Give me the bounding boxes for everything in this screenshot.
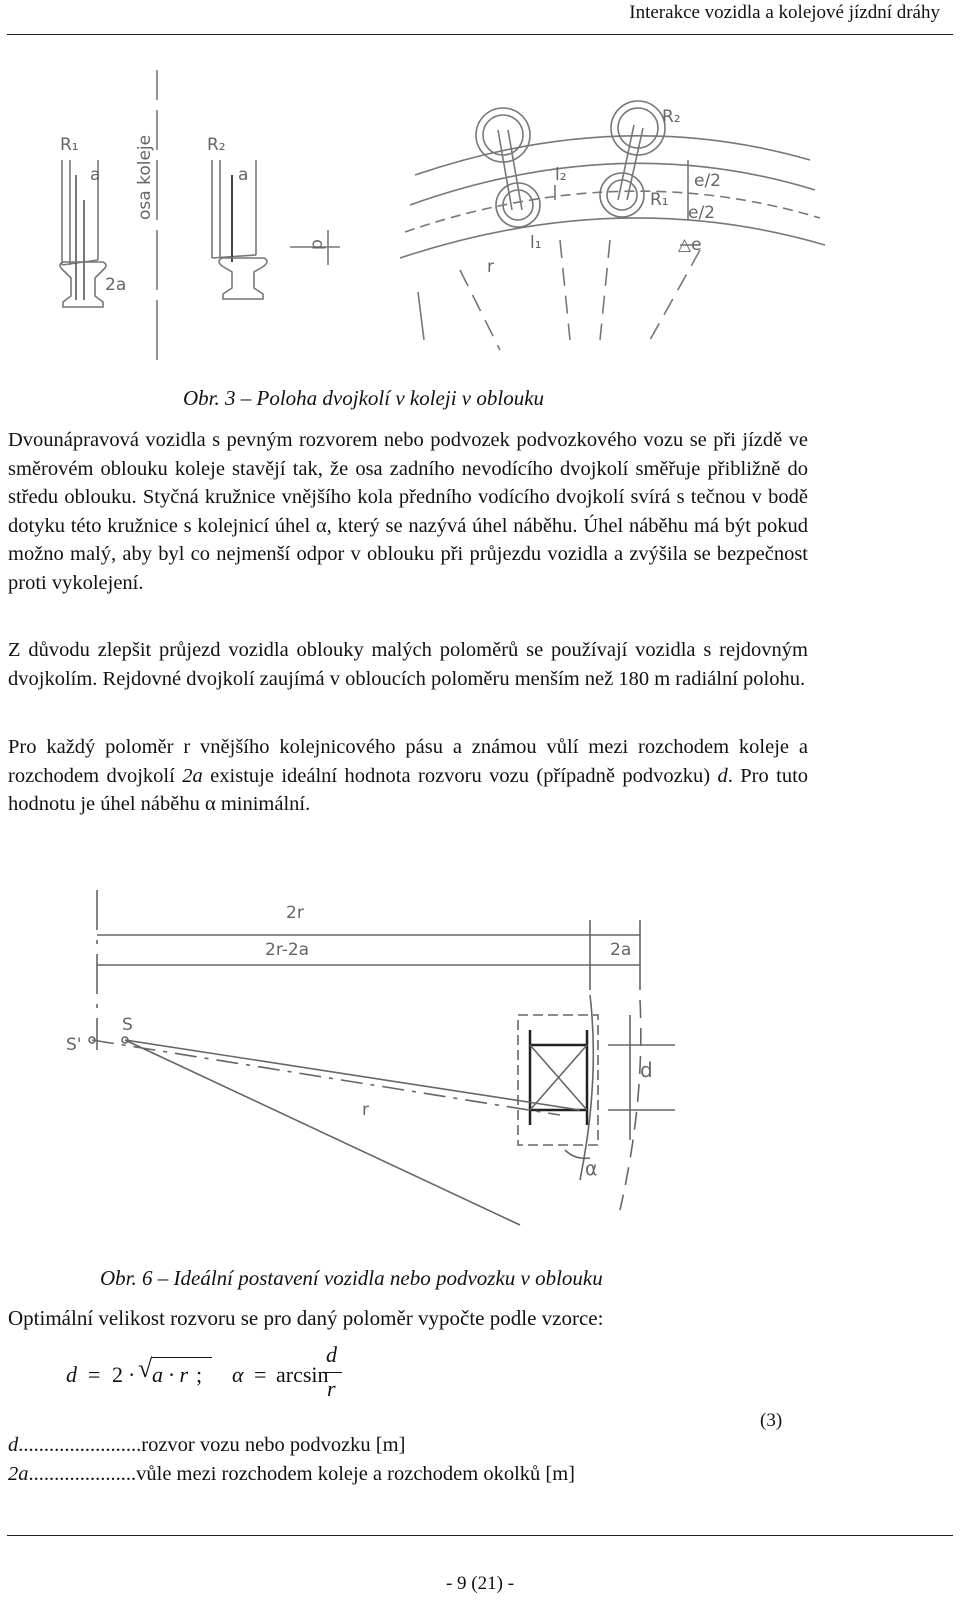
fig6-label-2r-2a: 2r-2a <box>265 940 310 960</box>
fig6-label-2r: 2r <box>286 903 304 923</box>
p3-part-e: . Pro tuto hodnotu je úhel náběhu α minimální. <box>8 764 809 815</box>
fig3-label-l2: l₂ <box>555 165 567 185</box>
fig3-label-a2: a <box>238 165 249 185</box>
fig3-label-p: p <box>307 239 327 250</box>
fig3-label-l1: l₁ <box>530 233 542 253</box>
page-number: - 9 (21) - <box>445 1573 515 1594</box>
fig3-label-R2b: R₂ <box>662 107 681 127</box>
formula-fraction-bar <box>322 1372 342 1373</box>
page-header: Interakce vozidla a kolejové jízdní dráhy <box>629 2 940 23</box>
fig3-label-de: △e <box>678 235 702 255</box>
formula-sqrt-sign: √ <box>138 1354 153 1383</box>
fig3-label-R1b: R₁ <box>650 190 669 210</box>
fig3-label-2a: 2a <box>105 275 127 295</box>
header-rule <box>7 34 953 35</box>
formula-numerator: d <box>326 1342 337 1367</box>
fig6-label-alpha: α <box>585 1158 598 1180</box>
formula-intro: Optimální velikost rozvoru se pro daný poloměr vypočte podle vzorce: <box>8 1306 604 1330</box>
formula-semicolon: ; <box>196 1362 203 1387</box>
fig6-label-r: r <box>362 1100 369 1120</box>
formula-3 <box>66 1342 386 1420</box>
paragraph-3 <box>8 733 808 819</box>
p3-part-b: 2a <box>182 764 203 787</box>
formula-lhs: d <box>66 1362 77 1387</box>
fig3-label-e2b: e/2 <box>688 203 716 223</box>
fig3-label-osa: osa koleje <box>135 134 155 220</box>
fig6-label-d: d <box>640 1058 653 1082</box>
paragraph-1: Dvounápravová vozidla s pevným rozvorem nebo podvozek podvozkového vozu se při jízdě ve směrovém oblouku koleje stavějí tak, že osa zadního nevodícího dvojkolí směřuje přibližně do středu oblouku. Styčná kružnice vnějšího kola předního vodícího dvojkolí svírá s tečnou v bodě dotyku této kružnice s kolejnicí úhel α, který se nazývá úhel náběhu. Úhel náběhu má být pokud možno malý, aby byl co nejmenší odpor v oblouku při průjezdu vozidla a zvýšila se bezpečnost proti vykolejení. <box>8 429 808 594</box>
formula-dot: · <box>128 1362 136 1387</box>
fig3-label-a1: a <box>90 165 101 185</box>
legend-item-2a: 2a.....................vůle mezi rozchodem koleje a rozchodem okolků [m] <box>8 1463 576 1485</box>
p3-part-d: d <box>717 764 728 787</box>
p3-part-c: existuje ideální hodnota rozvoru vozu (případně podvozku) <box>210 764 711 787</box>
formula-radicand: a · r <box>152 1362 189 1387</box>
p3-part-a: Pro každý poloměr r vnějšího kolejnicového pásu a známou vůlí mezi rozchodem koleje a rozchodem dvojkolí <box>8 736 808 787</box>
formula-denominator: r <box>327 1376 336 1401</box>
figure-3-caption: Obr. 3 – Poloha dvojkolí v koleji v oblouku <box>183 386 545 410</box>
formula-eq: = <box>88 1362 101 1387</box>
formula-eq2: = <box>254 1362 267 1387</box>
figure-3-drawing <box>0 40 960 380</box>
fig6-label-2a: 2a <box>610 940 632 960</box>
fig6-label-S-prime: S' <box>66 1035 82 1055</box>
figure-6-caption: Obr. 6 – Ideální postavení vozidla nebo podvozku v oblouku <box>100 1266 603 1290</box>
figure-6-drawing <box>0 880 960 1260</box>
fig3-label-r: r <box>487 257 494 277</box>
fig6-label-S: S <box>122 1015 133 1035</box>
formula-arcsin: arcsin <box>276 1362 329 1387</box>
footer-rule <box>7 1535 953 1536</box>
fig3-label-e2a: e/2 <box>694 171 722 191</box>
fig3-label-R1: R₁ <box>60 135 79 155</box>
fig3-label-R2: R₂ <box>207 135 226 155</box>
formula-alpha: α <box>232 1362 244 1387</box>
paragraph-2: Z důvodu zlepšit průjezd vozidla oblouky malých poloměrů se používají vozidla s rejdovným dvojkolím. Rejdovné dvojkolí zaujímá v obloucích poloměru menším než 180 m radiální polohu. <box>8 639 808 690</box>
formula-two: 2 <box>112 1362 123 1387</box>
legend-item-d: d........................rozvor vozu nebo podvozku [m] <box>8 1434 406 1456</box>
formula-number: (3) <box>760 1410 783 1431</box>
